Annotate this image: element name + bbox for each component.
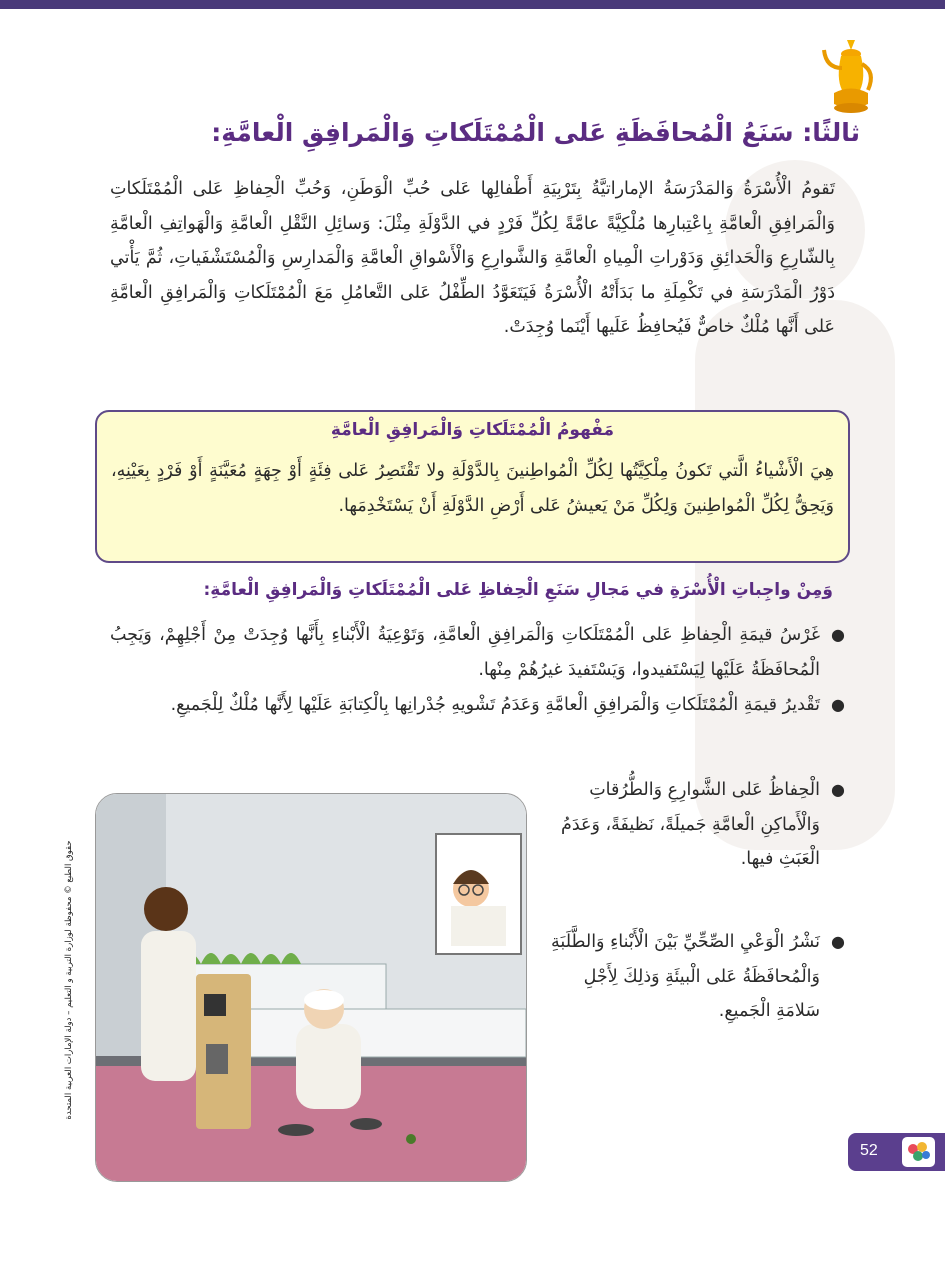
duty-item — [110, 688, 845, 723]
duty-item — [548, 925, 845, 1029]
duty-text: نَشْرُ الْوَعْيِ الصِّحِّيِّ بَيْنَ الْأَبْناءِ وَالطَّلَبَةِ وَالْمُحافَظَةُ عَلى الْبيئَةِ وَذلِكَ لِأَجْلِ سَلامَةِ الْجَميعِ. — [551, 932, 820, 1021]
copyright-note — [63, 800, 75, 1160]
concept-body: هِيَ الْأَشْياءُ الَّتي تَكونُ مِلْكِيَّتُها لِكُلِّ الْمُواطِنينَ بِالدَّوْلَةِ ولا تَقْتَصِرُ عَلى فِئَةٍ أَوْ جِهَةٍ مُعَيَّنَةٍ أَوْ فَرْدٍ بِعَيْنِهِ، وَيَحِقُّ لِكُلِّ الْمُواطِنينَ وَلِكُلِّ مَنْ يَعيشُ عَلى أَرْضِ الدَّوْلَةِ أَنْ يَسْتَخْدِمَها. — [111, 461, 834, 516]
dallah-icon — [822, 38, 880, 118]
page-number-badge — [848, 1133, 945, 1171]
bullet-icon: ● — [831, 932, 845, 951]
copyright-text: حقوق الطبع © محفوظة لوزارة التربية و التعليم – دولة الإمارات العربية المتحدة — [64, 840, 74, 1120]
duty-text: الْحِفاظُ عَلى الشَّوارِعِ وَالطُّرُقاتِ وَالْأَماكِنِ الْعامَّةِ جَميلَةً، نَظيفَةً، وَعَدَمُ الْعَبَثِ فيها. — [561, 780, 820, 869]
bullet-icon: ● — [831, 780, 845, 799]
section-title: ثالثًا: سَنَعُ الْمُحافَظَةِ عَلى الْمُمْتَلَكاتِ وَالْمَرافِقِ الْعامَّةِ: — [211, 118, 860, 147]
bullet-icon: ● — [831, 695, 845, 714]
bullet-icon: ● — [831, 625, 845, 644]
top-bar — [0, 0, 945, 9]
page-number: 52 — [860, 1142, 878, 1159]
concept-box — [95, 410, 850, 563]
intro-paragraph: تَقومُ الْأُسْرَةُ وَالمَدْرَسَةُ الإماراتيَّةُ بِتَرْبِيَةِ أَطْفالِها عَلى حُبِّ الْوَطَنِ، وَحُبِّ الْحِفاظِ عَلى الْمُمْتَلَكاتِ وَالْمَرافِقِ الْعامَّةِ بِاعْتِبارِها مُلْكِيَّةً عامَّةً لِكُلِّ فَرْدٍ في الدَّوْلَةِ مِثْلَ: وَسائِلِ النَّقْلِ الْعامَّةِ وَالْهَواتِفِ الْعامَّةِ بِالشّارِعِ وَالْحَدائِقِ وَدَوْراتِ الْمِياهِ الْعامَّةِ وَالشَّوارِعِ وَالْأَسْواقِ الْعامَّةِ وَالْمَدارِسِ وَالْمُسْتَشْفَياتِ، ثُمَّ يَأْتي دَوْرُ الْمَدْرَسَةِ في تَكْمِلَةِ ما بَدَأَتْهُ الْأُسْرَةُ فَيَتَعَوَّدُ الطِّفْلُ عَلى التَّعامُلِ مَعَ الْمُمْتَلَكاتِ وَالْمَرافِقِ الْعامَّةِ عَلى أَنَّها مُلْكٌ خاصٌّ فَيُحافِظُ عَلَيها أَيْنَما وُجِدَتْ. — [110, 179, 835, 338]
duty-text: تَقْديرُ قيمَةِ الْمُمْتَلَكاتِ وَالْمَرافِقِ الْعامَّةِ وَعَدَمُ تَشْويهِ جُدْرانِها بِالْكِتابَةِ عَلَيْها لِأَنَّها مُلْكٌ لِلْجَميعِ. — [170, 695, 820, 715]
duties-title: وَمِنْ واجِباتِ الْأُسْرَةِ في مَجالِ سَنَعِ الْحِفاظِ عَلى الْمُمْتَلَكاتِ وَالْمَرافِقِ الْعامَّةِ: — [203, 580, 833, 600]
concept-title: مَفْهومُ الْمُمْتَلَكاتِ وَالْمَرافِقِ الْعامَّةِ — [330, 420, 615, 440]
illustration — [95, 793, 527, 1182]
duty-item — [110, 618, 845, 687]
duty-item — [548, 773, 845, 877]
duty-text: غَرْسُ قيمَةِ الْحِفاظِ عَلى الْمُمْتَلَكاتِ وَالْمَرافِقِ الْعامَّةِ، وَتَوْعِيَةُ الْأَبْناءِ بِأَنَّها وُجِدَتْ مِنْ أَجْلِهِمْ، وَيَجِبُ الْمُحافَظَةُ عَلَيْها لِيَسْتَفيدوا، وَيَسْتَفيدَ غيرُهُمْ مِنْها. — [110, 625, 820, 680]
book-icon — [902, 1137, 935, 1167]
